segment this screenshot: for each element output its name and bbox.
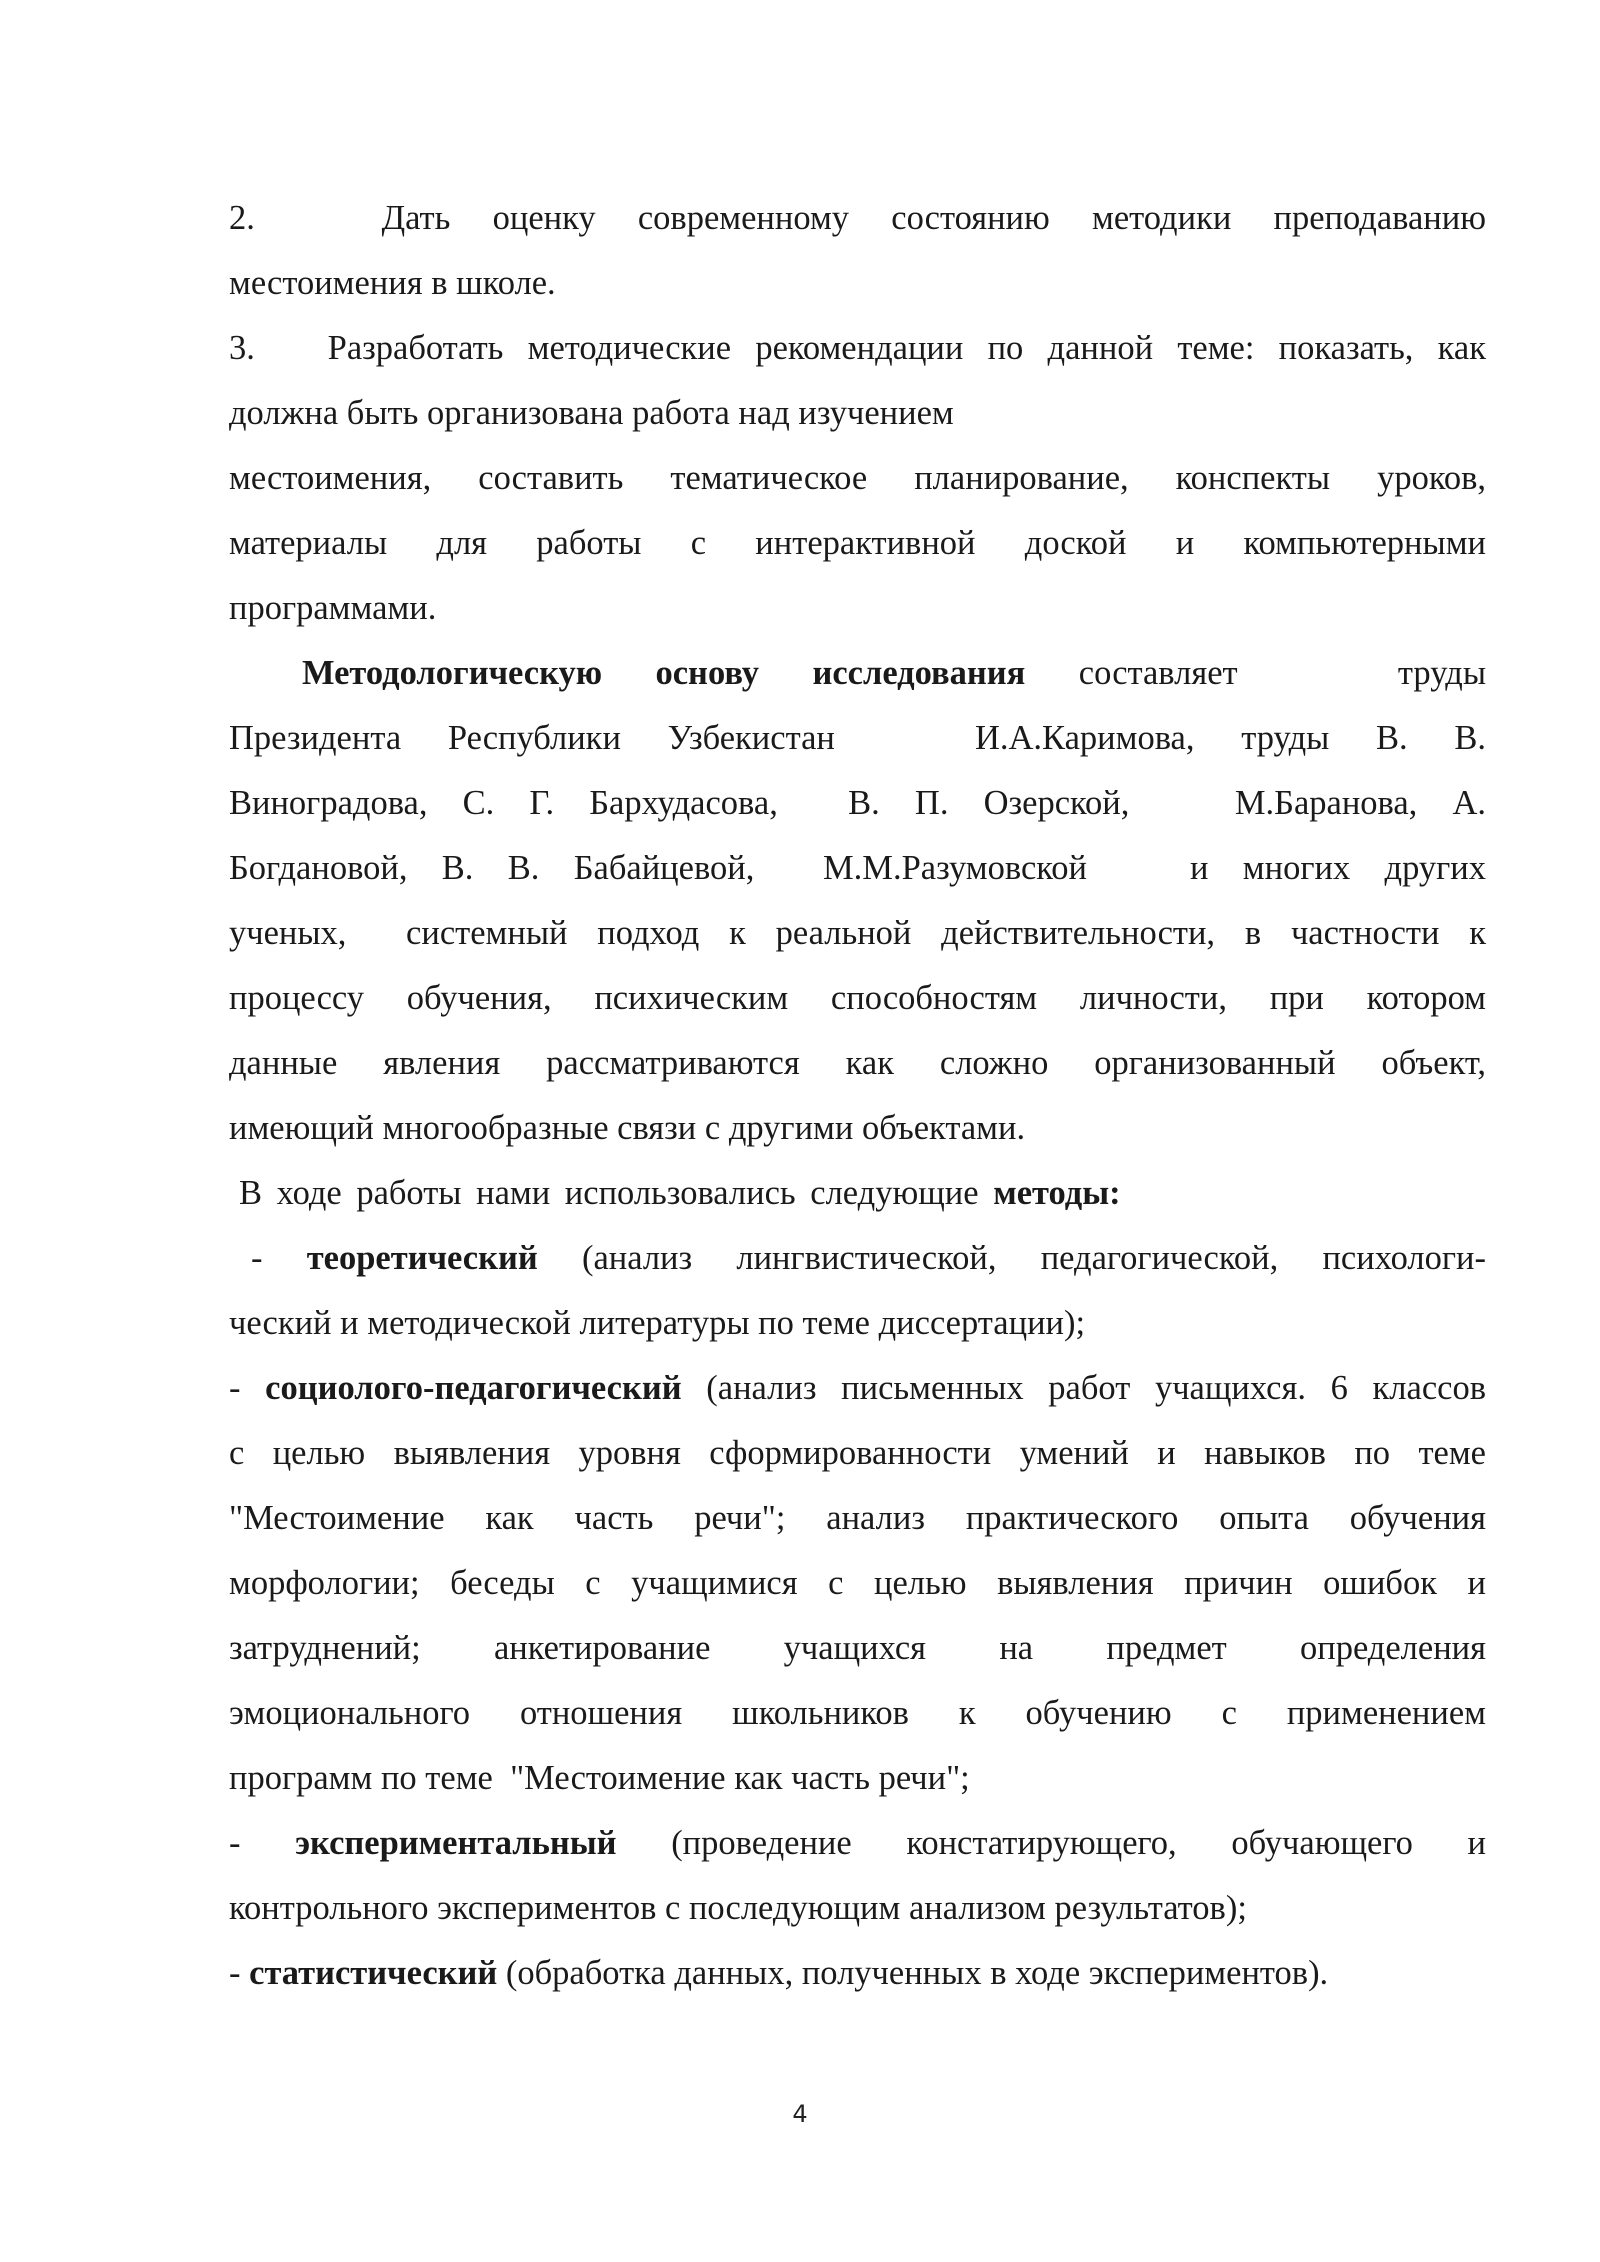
list-item-3-line-4: материалы для работы с интерактивной доской и компьютерными xyxy=(229,524,1486,562)
method-sociological-line-3: "Местоимение как часть речи"; анализ практического опыта обучения xyxy=(229,1499,1486,1537)
list-item-3-line-2: должна быть организована работа над изучением xyxy=(229,394,954,432)
methodology-line-3: Виноградова, С. Г. Бархудасова, В. П. Озерской, М.Баранова, А. xyxy=(229,784,1486,822)
method-statistical-line-1 xyxy=(229,1941,1486,2006)
method-theoretical-line-1-rest: (анализ лингвистической, педагогической, психологи- xyxy=(581,1239,1486,1277)
method-sociological-line-5: затруднений; анкетирование учащихся на предмет определения xyxy=(229,1629,1486,1667)
methods-intro-line xyxy=(229,1161,1486,1226)
method-theoretical-dash: - xyxy=(251,1239,263,1277)
document-page xyxy=(229,186,1486,2006)
list-item-2-line-1: 2. Дать оценку современному состоянию методики преподаванию xyxy=(229,199,1486,237)
methodology-line-7: данные явления рассматриваются как сложно организованный объект, xyxy=(229,1044,1486,1082)
method-theoretical-bold: теоретический xyxy=(306,1239,538,1277)
methodology-bold-lead: Методологическую основу исследования xyxy=(302,654,1026,692)
methodology-paragraph xyxy=(229,641,1486,1161)
methodology-line-1-rest: составляет труды xyxy=(1078,654,1487,692)
method-experimental-dash: - xyxy=(229,1824,241,1862)
methodology-line-4: Богдановой, В. В. Бабайцевой, М.М.Разумовской и многих других xyxy=(229,849,1486,887)
methodology-line-5: ученых, системный подход к реальной действительности, в частности к xyxy=(229,914,1486,952)
page-number: 4 xyxy=(792,2100,808,2128)
method-statistical xyxy=(229,1941,1486,2006)
list-item-3-line-3: местоимения, составить тематическое планирование, конспекты уроков, xyxy=(229,459,1486,497)
method-experimental-line-1-rest: (проведение констатирующего, обучающего и xyxy=(671,1824,1487,1862)
methods-intro-text: В ходе работы нами использовались следующие xyxy=(239,1174,979,1212)
methodology-line-1 xyxy=(229,641,1486,706)
method-sociological xyxy=(229,1356,1486,1811)
list-item-3 xyxy=(229,316,1486,641)
method-experimental-line-1 xyxy=(229,1811,1486,1876)
method-sociological-dash: - xyxy=(229,1369,241,1407)
method-experimental xyxy=(229,1811,1486,1941)
method-sociological-line-7: программ по теме "Местоимение как часть речи"; xyxy=(229,1759,970,1797)
method-statistical-dash: - xyxy=(229,1954,241,1992)
methods-intro xyxy=(229,1161,1486,1226)
method-sociological-line-2: с целью выявления уровня сформированности умений и навыков по теме xyxy=(229,1434,1486,1472)
methods-intro-bold: методы: xyxy=(993,1174,1121,1212)
method-theoretical-line-1 xyxy=(229,1226,1486,1291)
methodology-line-8: имеющий многообразные связи с другими объектами. xyxy=(229,1109,1026,1147)
method-theoretical xyxy=(229,1226,1486,1356)
methodology-line-2: Президента Республики Узбекистан И.А.Каримова, труды В. В. xyxy=(229,719,1486,757)
list-item-3-line-5: программами. xyxy=(229,589,437,627)
method-statistical-bold: статистический xyxy=(249,1954,498,1992)
list-item-2 xyxy=(229,186,1486,316)
method-sociological-line-4: морфологии; беседы с учащимися с целью выявления причин ошибок и xyxy=(229,1564,1486,1602)
method-experimental-line-2: контрольного экспериментов с последующим анализом результатов); xyxy=(229,1889,1247,1927)
method-sociological-line-1 xyxy=(229,1356,1486,1421)
list-item-2-line-2: местоимения в школе. xyxy=(229,264,556,302)
method-sociological-line-6: эмоционального отношения школьников к обучению с применением xyxy=(229,1694,1486,1732)
method-theoretical-line-2: ческий и методической литературы по теме диссертации); xyxy=(229,1304,1086,1342)
list-item-3-line-1: 3. Разработать методические рекомендации по данной теме: показать, как xyxy=(229,329,1486,367)
method-sociological-line-1-rest: (анализ письменных работ учащихся. 6 классов xyxy=(706,1369,1487,1407)
method-statistical-rest: (обработка данных, полученных в ходе экспериментов). xyxy=(505,1954,1329,1992)
method-sociological-bold: социолого-педагогический xyxy=(265,1369,682,1407)
method-experimental-bold: экспериментальный xyxy=(295,1824,617,1862)
methodology-line-6: процессу обучения, психическим способностям личности, при котором xyxy=(229,979,1486,1017)
